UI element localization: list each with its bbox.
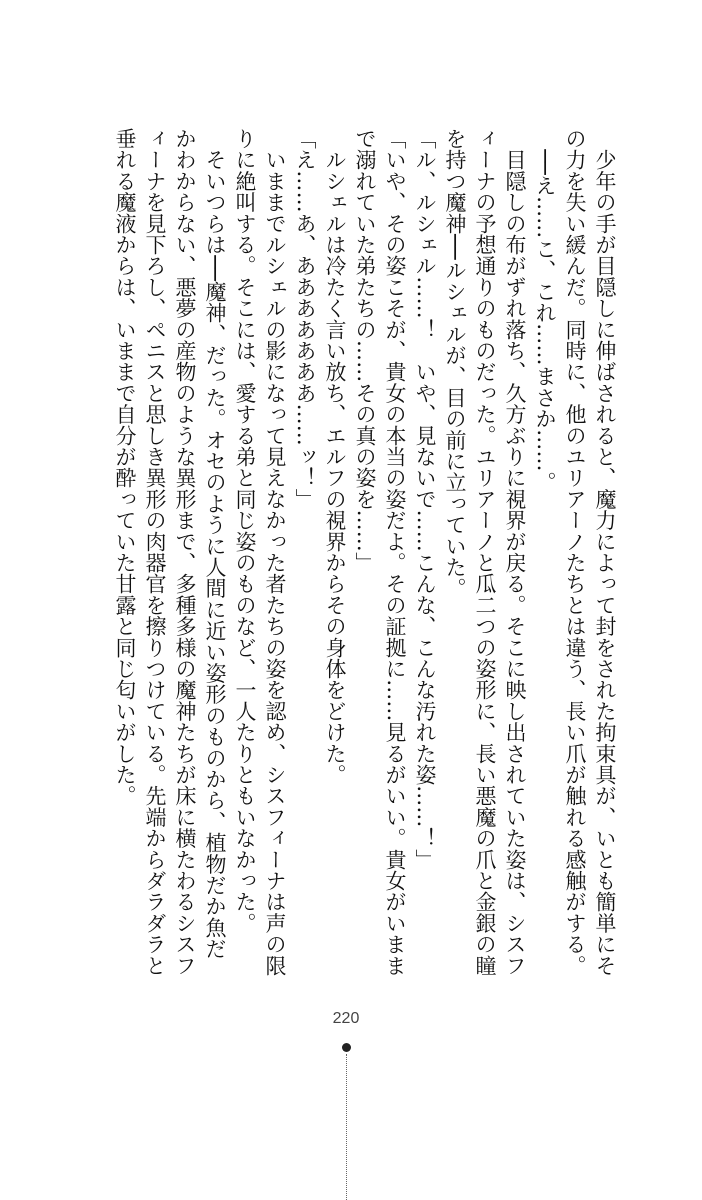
text-line: で溺れていた弟たちの……その真の姿を……」	[353, 128, 377, 574]
text-line: そいつらは──魔神、だった。オセのように人間に近い姿形のものから、植物だか魚だ	[203, 128, 227, 960]
page-marker-dot	[342, 1043, 351, 1052]
text-line: ィーナの予想通りのものだった。ユリアーノと瓜二つの姿形に、長い悪魔の爪と金銀の瞳	[473, 128, 497, 976]
page-marker-line	[346, 1054, 347, 1200]
text-line: いままでルシェルの影になって見えなかった者たちの姿を認め、シスフィーナは声の限	[263, 128, 287, 976]
text-line: の力を失い緩んだ。同時に、他のユリアーノたちとは違う、長い爪が触れる感触がする。	[563, 128, 587, 976]
text-line: 垂れる魔液からは、いままで自分が酔っていた甘露と同じ匂いがした。	[113, 128, 137, 807]
text-line: りに絶叫する。そこには、愛する弟と同じ姿のものなど、一人たりともいなかった。	[233, 128, 257, 934]
body-text	[110, 128, 620, 988]
page-number: 220	[332, 1010, 360, 1027]
text-line: 目隠しの布がずれ落ち、久方ぶりに視界が戻る。そこに映し出されていた姿は、シスフ	[503, 128, 527, 976]
text-line: かわからない、悪夢の産物のような異形まで、多種多様の魔神たちが床に横たわるシスフ	[173, 128, 197, 976]
text-line: を持つ魔神──ルシェルが、目の前に立っていた。	[443, 128, 467, 599]
text-line: ィーナを見下ろし、ペニスと思しき異形の肉器官を擦りつけている。先端からダラダラと	[143, 128, 167, 976]
text-line: 「ル、ルシェル……！ いや、見ないで……こんな、こんな汚れた姿……！」	[413, 128, 437, 870]
text-line: 「いや、その姿こそが、貴女の本当の姿だよ。その証拠に……見るがいい。貴女がいまま	[383, 128, 407, 976]
text-line: ──え……こ、これ……まさか……。	[533, 128, 557, 493]
text-line: ルシェルは冷たく言い放ち、エルフの視界からその身体をどけた。	[323, 128, 347, 786]
text-line: 少年の手が目隠しに伸ばされると、魔力によって封をされた拘束具が、いとも簡単にそ	[593, 128, 617, 976]
text-line: 「え……あ、あああああああ……ッ！」	[293, 128, 317, 510]
